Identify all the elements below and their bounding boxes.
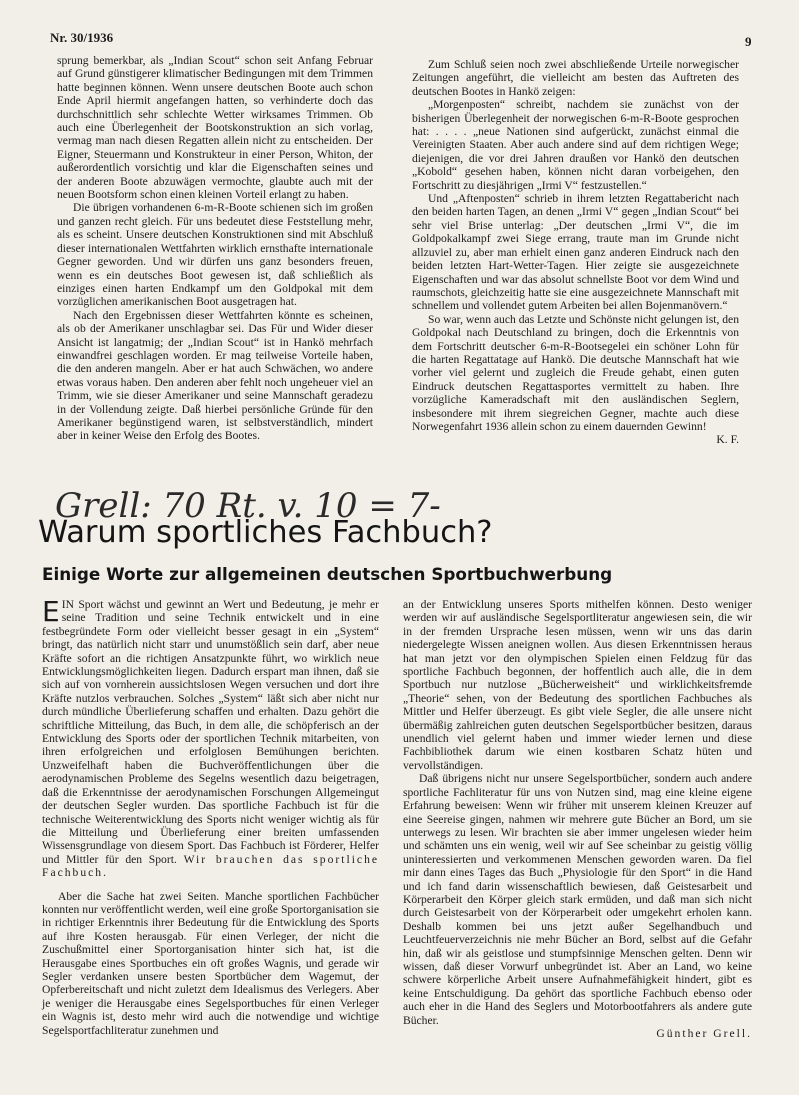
paragraph: So war, wenn auch das Letzte und Schönste nicht gelungen ist, den Goldpokal nach Deutschland zu bringen, doch die Erkenntnis von dem Fortschritt deutscher 6-m-R-Bootsegelei ein schöner Lohn für die harten Regattatage auf Hankö. Die deutsche Mannschaft hat wie vorher viel gelernt und zugleich die Freude gehabt, einen guten Eindruck deutschen Regattasportes vermittelt zu haben. Ihre vorzügliche Kameradschaft mit den ausländischen Seglern, insbesondere mit ihrem siegreichen Gegner, machte auch diese Norwegenfahrt 1936 allein schon zu einem dauernden Gewinn! bbox=[412, 312, 739, 433]
paragraph: Aber die Sache hat zwei Seiten. Manche sportlichen Fachbücher konnten nur veröffentlicht werden, weil eine große Sportorganisation sie in richtiger Erkenntnis ihrer Bedeutung für die Entwicklung des Sports auf ihre Kosten herausgab. Für einen Verleger, der nicht die Zuschußmittel einer Sportorganisation hinter sich hat, ist die Herausgabe eines Sportbuches ein oft großes Wagnis, und gerade wir Segler verdanken unsere besten Sportbücher dem Wagemut, der Opferbereitschaft und nicht zuletzt dem Idealismus des Verlegers. Aber je weniger die Herausgabe eines Segelsportbuches für einen Verleger ein Wagnis ist, desto mehr wird auch die notwendige und wichtige Segelsportfachliteratur zunehmen und bbox=[42, 889, 379, 1037]
paragraph-text: IN Sport wächst und gewinnt an Wert und Bedeutung, je mehr er seine Tradition und seine Technik entwickelt und in eine festbegründete Form oder vielleicht besser gesagt in ein „System“ bringt, das natürlich nicht starr und unumstößlich sein darf, aber neue Kräfte sofort an die richtigen Ansatzpunkte führt, wo wirklich neue Entwicklungsmöglichkeiten liegen. Dadurch erspart man ihnen, daß sie sich auf von vornherein aussichtslosen Wegen versuchen und dort ihre Kräfte nutzlos verbrauchen. Solches „System“ läßt sich aber nicht nur durch mündliche Überlieferung schaffen und erhalten. Dazu gehört die schriftliche Mitteilung, das Buch, in dem alle, die schöpferisch an der Entwicklung des Sports oder der sportlichen Technik mitarbeiten, von ihren erfolgreichen und erfolglosen Bemühungen berichten. Unzweifelhaft haben die Buchveröffentlichungen über die aerodynamischen Probleme des Segelns wesentlich dazu beigetragen, daß die Erkenntnisse der aerodynamischen Forschungen Allgemeingut der deutschen Segler wurden. Das sportliche Fachbuch ist für die technische Weiterentwicklung des Sports nicht weniger wichtig als für die Mitteilung und Überlieferung einer breiten umfassenden Wissensgrundlage von diesem Sport. Das Fachbuch ist Förderer, Helfer und Mittler für den Sport. bbox=[42, 598, 379, 866]
paragraph: Und „Aftenposten“ schrieb in ihrem letzten Regattabericht nach den beiden harten Tagen, an denen „Irmi V“ gegen „Indian Scout“ bei sehr viel Brise unterlag: „Der deutschen „Irmi V“, die im Goldpokalkampf zwei Siege errang, traute man im Grunde nicht allzuviel zu, aber man erhielt einen ganz anderen Eindruck nach den beiden letzten Hart-Wetter-Tagen. Hier zeigte sie ausgezeichnete Eigenschaften und war das absolut schnellste Boot vor dem Wind und raumschots, gleichzeitig hatte sie eine ausgezeichnete Mannschaft mit schnellem und vollendet gutem Arbeiten bei allen Bojenmanövern.“ bbox=[412, 192, 739, 313]
paragraph bbox=[42, 595, 380, 880]
issue-number: Nr. 30/1936 bbox=[50, 30, 114, 45]
paragraph: Daß übrigens nicht nur unsere Segelsportbücher, sondern auch andere sportliche Fachliteratur für uns von Nutzen sind, mag eine kleine eigene Erfahrung beweisen: Wenn wir früher mit unserem kleinen Kreuzer auf eine Seereise gingen, nahmen wir mehrere gute Bücher an Bord, um sie unterwegs zu lesen. Wir brachten sie aber immer ungelesen wieder heim und schämten uns ein wenig, weil wir auf See scheinbar zu geistig völlig uninteressierten und verkommenen Menschen geworden waren. Da fiel mir dann eines Tages das Buch „Physiologie für den Sport“ in die Hand und ich fand darin wissenschaftlich bewiesen, daß Geistesarbeit und Körperarbeit den Körper gleich stark ermüden, und daß man sich nicht durch Geistesarbeit von der Körperarbeit oder umgekehrt erholen kann. Deshalb kommen bei uns jetzt außer Segelhandbuch und Leuchtfeuerverzeichnis nie mehr Bücher an Bord, selbst auf die Gefahr hin, daß wir als geistlose und stumpfsinnige Menschen gelten. Denn wir wissen, daß dieser Vorwurf unbegründet ist. Aber an Land, wo keine schwere körperliche Arbeit unsere Aufnahmefähigkeit hindert, gibt es keine Entschuldigung. Da gehört das sportliche Fachbuch ebenso oder auch eher in die Hand des Seglers und Motorbootfahrers als andere gute Bücher. bbox=[403, 772, 752, 1027]
author-signature: Günther Grell. bbox=[656, 1027, 752, 1040]
paragraph: Nach den Ergebnissen dieser Wettfahrten könnte es scheinen, als ob der Amerikaner unschlagbar sei. Das Für und Wider dieser Ansicht ist langatmig; der „Indian Scout“ ist in Hankö mehrfach einwandfrei geschlagen worden. Er mag teilweise Vorteile haben, die den anderen mangeln. Aber er hat auch Schwächen, wo andere etwas voraus haben. Den anderen aber fehlt noch ungeheuer viel an Trimm, wie sie dieser Amerikaner und seine Mannschaft geradezu in der Vollendung zeigte. Daß hierbei persönliche Gründe für den Amerikaner begünstigend waren, ist selbstverständlich, mindert aber in keiner Weise den Erfolg des Bootes. bbox=[57, 308, 373, 443]
article2-column-left bbox=[42, 595, 380, 1037]
paragraph: sprung bemerkbar, als „Indian Scout“ schon seit Anfang Februar auf Grund günstigerer klimatischer Bedingungen mit dem Trimmen hatte beginnen können. Wenn unsere deutschen Boote auch schon Ende April hiermit angefangen hatten, so verhinderte doch das durchschnittlich sehr schlechte Wetter wirksames Trimmen. Ob auch eine Überlegenheit der Bootskonstruktion an sich vorlag, vermag man nach diesen Regatten allein nicht zu entscheiden. Der Eigner, Steuermann und Konstrukteur in einer Person, Whiton, der außerordentlich vorsichtig und klar die Eigenschaften seines und der anderen Boote abzuwägen vermochte, glaubte auch mit der neuen Bootsform schon einen kleinen Vorteil erlangt zu haben. bbox=[57, 54, 373, 202]
emphasis-text: Wir brauchen das sportliche Fachbuch. bbox=[42, 852, 380, 880]
author-initials: K. F. bbox=[716, 433, 739, 447]
paragraph: „Morgenposten“ schreibt, nachdem sie zunächst von der bisherigen Überlegenheit der norwegischen 6-m-R-Boote gesprochen hat: . . . . „neue Nationen sind aufgerückt, zunächst einmal die Vereinigten Staaten. Aber auch andere sind auf dem richtigen Wege; diejenigen, die vor drei Jahren draußen vor Hankö den deutschen „Kobold“ gesehen haben, können nicht daran vorbeigehen, den Fortschritt zu diesjährigen „Irmi V“ festzustellen.“ bbox=[412, 98, 739, 192]
paragraph: Zum Schluß seien noch zwei abschließende Urteile norwegischer Zeitungen angeführt, die vielleicht am besten das Auftreten des deutschen Bootes in Hankö zeigen: bbox=[412, 58, 739, 98]
page-number: 9 bbox=[745, 34, 752, 49]
article1-column-right bbox=[412, 58, 739, 447]
drop-cap: E bbox=[42, 595, 60, 628]
article-title: Warum sportliches Fachbuch? bbox=[38, 515, 493, 550]
paragraph: Die übrigen vorhandenen 6-m-R-Boote schienen sich im großen und ganzen recht gleich. Für uns bedeutet diese Feststellung mehr, als es scheint. Unsere deutschen Konstruktionen sind mit Abschluß dieser internationalen Wettfahrten wirklich ernsthafte internationale Gegner geworden. Und wir dürfen uns ganz besonders freuen, wenn es ein deutsches Boot gewesen ist, daß schließlich als einziges einen harten Endkampf um den Goldpokal mit dem vorzüglichen amerikanischen Boot ausgetragen hat. bbox=[57, 201, 373, 309]
article2-column-right bbox=[403, 598, 752, 1040]
article1-column-left bbox=[57, 54, 373, 443]
article-subtitle: Einige Worte zur allgemeinen deutschen Sportbuchwerbung bbox=[42, 564, 613, 584]
paragraph: an der Entwicklung unseres Sports mithelfen können. Desto weniger werden wir auf ausländische Segelsportliteratur angewiesen sein, die wir in der fremden Ursprache lesen müssen, wenn wir uns das darin niedergelegte Wissen aneignen wollen. Aus diesen Erkenntnissen heraus hat man jetzt vor den olympischen Spielen einen Feldzug für das sportliche Fachbuch begonnen, der hoffentlich auch alle, die in dem Sportbuch nur nutzlose „Bücherweisheit“ und wirklichkeitsfremde „Theorie“ sehen, von der Bedeutung des sportlichen Fachbuches als Mittler und Helfer überzeugt. Es gibt viele Segler, die alle unsere nicht übermäßig zahlreichen guten deutschen Segelsportbücher besitzen, daraus unendlich viel gelernt haben und immer wieder lernen und diese Fachbibliothek darum wie einen kostbaren Schatz hüten und vervollständigen. bbox=[403, 598, 752, 772]
handwritten-note: Grell: 70 Rt. v. 10 = 7- bbox=[55, 486, 441, 526]
